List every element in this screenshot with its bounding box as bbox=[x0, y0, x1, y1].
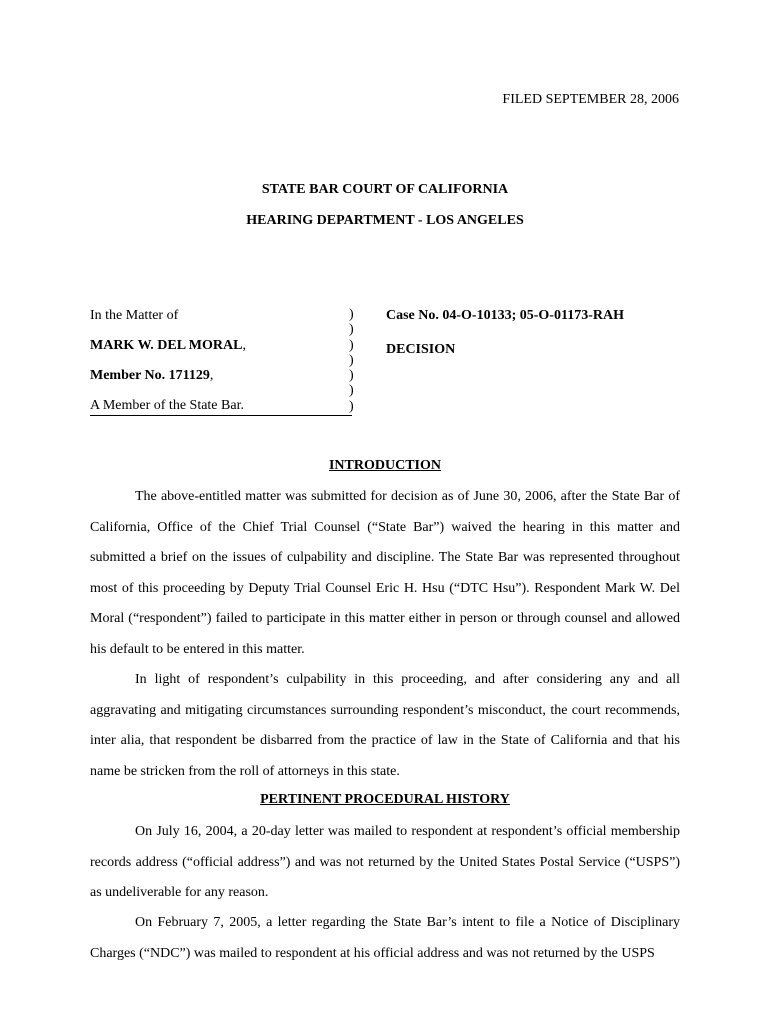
paragraph-text: On February 7, 2005, a letter regarding the State Bar’s intent to file a Notice of Disciplinary Charges (“NDC”) was mailed to respondent at his official address and was not returned by the USPS bbox=[90, 915, 680, 961]
paren: ) bbox=[349, 322, 354, 338]
respondent-name: MARK W. DEL MORAL bbox=[90, 338, 243, 353]
document-type: DECISION bbox=[386, 342, 456, 357]
history-paragraph-2 bbox=[90, 908, 680, 969]
paragraph-text: In light of respondent’s culpability in this proceeding, and after considering any and all aggravating and mitigating circumstances surrounding respondent’s misconduct, the court recommends, inter alia, that respondent be disbarred from the practice of law in the State of California and that his name be stricken from the roll of attorneys in this state. bbox=[90, 672, 680, 779]
member-number: Member No. 171129 bbox=[90, 368, 210, 383]
introduction-paragraph-2 bbox=[90, 665, 680, 787]
filed-stamp: FILED SEPTEMBER 28, 2006 bbox=[502, 92, 679, 107]
introduction-heading: INTRODUCTION bbox=[328, 458, 441, 473]
paren: ) bbox=[349, 398, 354, 414]
respondent-name-line bbox=[90, 337, 352, 367]
member-number-suffix: , bbox=[209, 368, 214, 383]
case-caption-left bbox=[90, 307, 352, 416]
paren: ) bbox=[349, 383, 354, 399]
caption-parentheses bbox=[349, 307, 361, 414]
matter-label: In the Matter of bbox=[90, 308, 179, 323]
paragraph-text: On July 16, 2004, a 20-day letter was mailed to respondent at respondent’s official membership records address (“official address”) and was not returned by the United States Postal Service (“USPS”) as undeliverable for any reason. bbox=[90, 824, 680, 900]
court-department: HEARING DEPARTMENT - LOS ANGELES bbox=[246, 213, 524, 228]
paragraph-text: The above-entitled matter was submitted for decision as of June 30, 2006, after the State Bar of California, Office of the Chief Trial Counsel (“State Bar”) waived the hearing in this matter and submitted a brief on the issues of culpability and discipline. The State Bar was represented throughout most of this proceeding by Deputy Trial Counsel Eric H. Hsu (“DTC Hsu”). Respondent Mark W. Del Moral (“respondent”) failed to participate in this matter either in person or through counsel and allowed his default to be entered in this matter. bbox=[90, 489, 680, 657]
paren: ) bbox=[349, 337, 354, 353]
procedural-history-heading: PERTINENT PROCEDURAL HISTORY bbox=[260, 792, 510, 807]
court-name: STATE BAR COURT OF CALIFORNIA bbox=[261, 182, 509, 197]
member-number-line bbox=[90, 367, 352, 397]
paren: ) bbox=[349, 368, 354, 384]
introduction-paragraph-1 bbox=[90, 482, 680, 665]
paren: ) bbox=[349, 352, 354, 368]
paren: ) bbox=[349, 307, 354, 322]
history-paragraph-1 bbox=[90, 817, 680, 909]
case-caption-right bbox=[386, 307, 624, 375]
member-of-bar: A Member of the State Bar. bbox=[90, 397, 352, 416]
respondent-name-suffix: , bbox=[242, 338, 246, 353]
case-number: Case No. 04-O-10133; 05-O-01173-RAH bbox=[386, 308, 624, 323]
